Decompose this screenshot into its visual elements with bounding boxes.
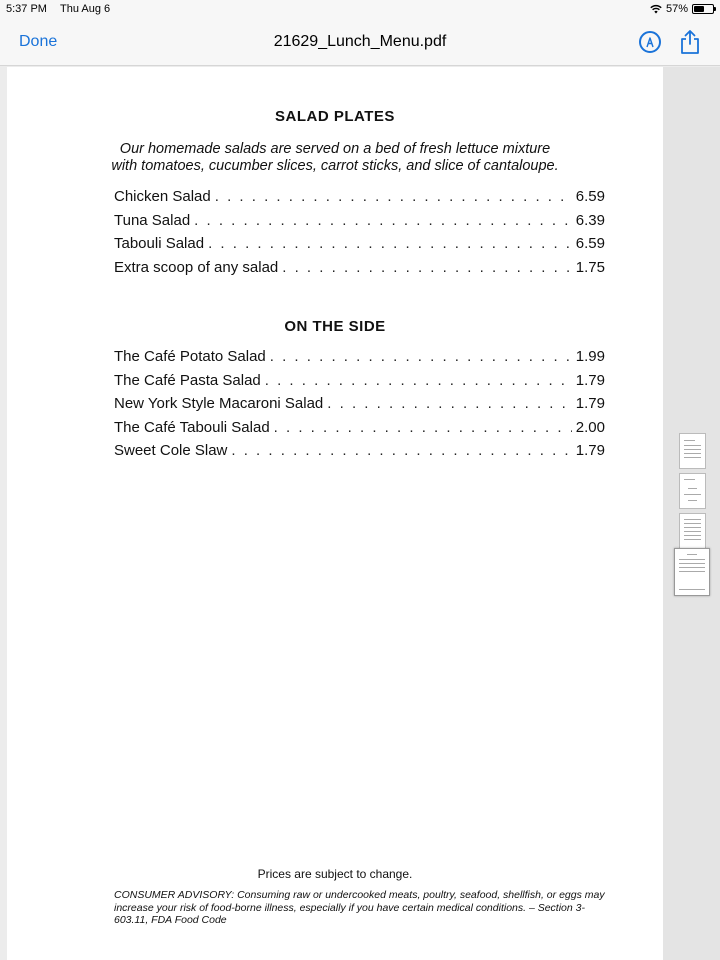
dot-leader xyxy=(194,212,572,229)
on-the-side-title: ON THE SIDE xyxy=(284,318,386,335)
item-name: Tuna Salad xyxy=(114,211,191,229)
menu-item xyxy=(114,259,605,283)
item-price: 6.59 xyxy=(575,188,605,205)
item-name: Tabouli Salad xyxy=(114,235,205,253)
battery-icon xyxy=(692,4,714,14)
item-name: Chicken Salad xyxy=(114,188,211,205)
salad-plates-list xyxy=(114,188,605,282)
menu-item xyxy=(114,442,605,466)
dot-leader xyxy=(270,348,572,365)
menu-item xyxy=(114,235,605,259)
item-price: 6.39 xyxy=(575,211,605,229)
status-bar xyxy=(0,0,720,20)
item-name: The Café Pasta Salad xyxy=(114,371,261,389)
menu-item xyxy=(114,188,605,212)
item-price: 1.79 xyxy=(575,442,605,460)
battery-percent: 57% xyxy=(665,3,688,15)
prices-note: Prices are subject to change. xyxy=(257,867,413,881)
salad-plates-intro-line-2: with tomatoes, cucumber slices, carrot sticks, and slice of cantaloupe. xyxy=(111,158,559,174)
pen-glyph-icon xyxy=(644,36,656,48)
dot-leader xyxy=(215,188,572,205)
battery-level xyxy=(694,6,704,12)
item-price: 1.99 xyxy=(575,348,605,365)
item-name: Sweet Cole Slaw xyxy=(114,442,228,460)
menu-item xyxy=(114,212,605,236)
menu-item xyxy=(114,395,605,419)
salad-plates-intro-line-1: Our homemade salads are served on a bed of fresh lettuce mixture xyxy=(119,141,551,157)
menu-item xyxy=(114,372,605,396)
wifi-icon xyxy=(650,4,662,14)
done-button[interactable]: Done xyxy=(19,33,58,50)
status-time: 5:37 PM xyxy=(6,3,47,15)
dot-leader xyxy=(265,372,572,389)
markup-pen-icon[interactable] xyxy=(639,31,661,53)
status-indicators xyxy=(650,3,714,15)
item-price: 6.59 xyxy=(575,235,605,253)
document-title: 21629_Lunch_Menu.pdf xyxy=(273,33,447,50)
salad-plates-title: SALAD PLATES xyxy=(275,108,395,125)
item-price: 1.75 xyxy=(575,258,605,276)
on-the-side-list xyxy=(114,348,605,466)
page-thumbnail-1[interactable] xyxy=(679,433,706,469)
dot-leader xyxy=(274,419,572,436)
pdf-page[interactable] xyxy=(7,67,663,960)
status-date: Thu Aug 6 xyxy=(60,3,111,15)
item-price: 2.00 xyxy=(575,418,605,436)
item-price: 1.79 xyxy=(575,371,605,389)
item-name: Extra scoop of any salad xyxy=(114,258,279,276)
dot-leader xyxy=(231,442,571,459)
share-icon[interactable] xyxy=(678,29,702,55)
menu-item xyxy=(114,348,605,372)
item-name: New York Style Macaroni Salad xyxy=(114,395,324,413)
page-thumbnail-2[interactable] xyxy=(679,473,706,509)
item-name: The Café Tabouli Salad xyxy=(114,418,270,436)
page-thumbnail-strip xyxy=(663,67,720,960)
page-thumbnail-4[interactable] xyxy=(674,548,710,596)
dot-leader xyxy=(282,259,572,276)
item-name: The Café Potato Salad xyxy=(114,348,266,365)
item-price: 1.79 xyxy=(575,395,605,413)
page-thumbnail-3[interactable] xyxy=(679,513,706,549)
consumer-advisory: CONSUMER ADVISORY: Consuming raw or undercooked meats, poultry, seafood, shellfish, or eggs may increase your risk of food-borne illness, especially if you have certain medical conditions. – Section 3-603.11, FDA Food Code xyxy=(114,889,605,926)
menu-item xyxy=(114,419,605,443)
dot-leader xyxy=(208,235,572,252)
dot-leader xyxy=(327,395,572,412)
nav-bar xyxy=(0,20,720,66)
